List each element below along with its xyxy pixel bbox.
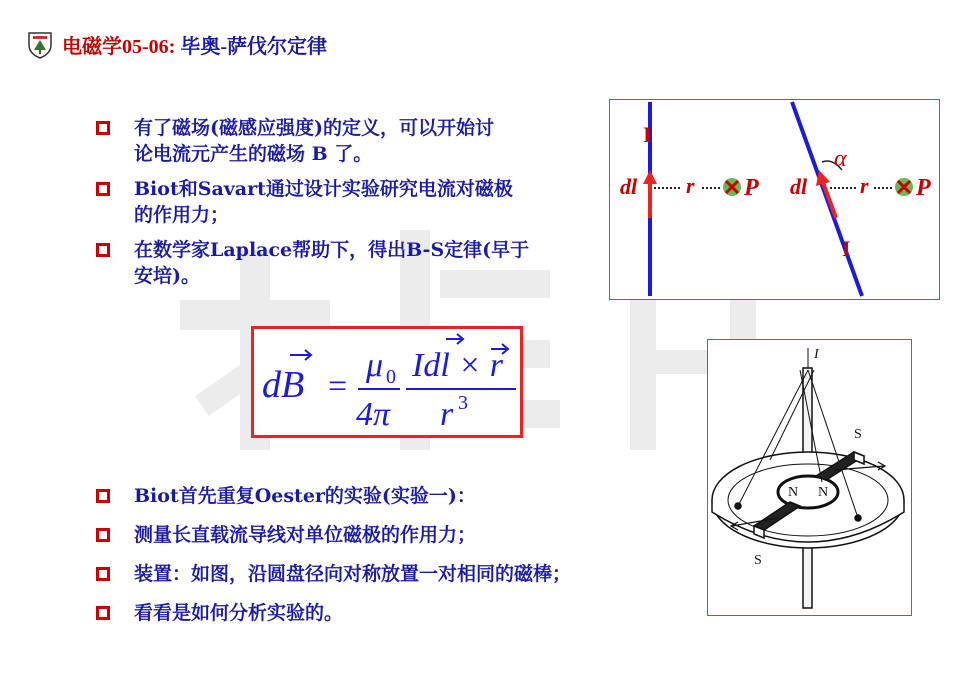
biot-savart-apparatus-diagram	[707, 339, 912, 616]
dl-arrow-right	[822, 180, 836, 218]
current-element-diagram	[609, 99, 940, 300]
bullet-text: 装置：如图，沿圆盘径向对称放置一对相同的磁棒；	[134, 563, 572, 585]
label-P-right: P	[916, 175, 931, 201]
bullet-text: 看看是如何分析实验的。	[134, 602, 344, 624]
bullet-text: 有了磁场(磁感应强度)的定义，可以开始讨	[134, 117, 494, 139]
bullet-text: 测量长直载流导线对单位磁极的作用力；	[134, 524, 477, 546]
square-bullet-icon	[96, 489, 110, 503]
formula-denominator: r	[440, 396, 454, 433]
label-r-right: r	[860, 173, 869, 198]
label-dl-right: dl	[790, 174, 808, 199]
square-bullet-icon	[96, 567, 110, 581]
vector-arrow-icon	[446, 334, 463, 344]
bullet-item	[96, 115, 596, 167]
title-prefix: 电磁学05-06:	[62, 36, 176, 58]
bullet-list-top	[96, 115, 596, 298]
formula-equals: =	[328, 368, 348, 405]
bullet-text: 论电流元产生的磁场 B 了。	[134, 143, 373, 165]
square-bullet-icon	[96, 528, 110, 542]
bullet-text: 的作用力；	[134, 204, 230, 226]
slide-title	[62, 30, 327, 59]
slide-header	[26, 30, 327, 59]
anchor-dot	[735, 503, 741, 509]
bullet-item	[96, 176, 596, 228]
bullet-item	[96, 522, 696, 548]
anchor-dot	[855, 515, 861, 521]
formula-mu-subscript: 0	[386, 366, 396, 388]
label-I-right: I	[842, 236, 851, 261]
diagram2-graphic	[708, 340, 910, 614]
formula-numerator: Idl × r	[412, 347, 503, 384]
square-bullet-icon	[96, 606, 110, 620]
square-bullet-icon	[96, 243, 110, 257]
bullet-text: Biot首先重复Oester的实验(实验一)：	[134, 485, 476, 507]
bullet-item	[96, 483, 696, 509]
label-S-bottom: S	[754, 553, 762, 568]
label-N-left: N	[788, 485, 799, 500]
bullet-item	[96, 561, 696, 587]
biot-savart-formula	[251, 326, 523, 438]
label-P-left: P	[744, 175, 759, 201]
formula-lhs: dB	[262, 364, 305, 406]
bullet-text: 安培)。	[134, 265, 200, 287]
label-S-top: S	[854, 427, 862, 442]
label-I: I	[814, 347, 819, 362]
label-dl-left: dl	[620, 174, 638, 199]
label-alpha: α	[834, 146, 847, 172]
formula-exponent: 3	[458, 392, 468, 414]
vector-arrow-icon	[290, 350, 311, 360]
square-bullet-icon	[96, 121, 110, 135]
formula-mu: μ	[366, 347, 384, 384]
arrowhead-icon	[643, 170, 657, 184]
bullet-item	[96, 600, 696, 626]
bullet-list-bottom	[96, 483, 696, 639]
label-r-left: r	[686, 173, 695, 198]
title-text: 毕奥-萨伐尔定律	[175, 36, 327, 58]
square-bullet-icon	[96, 182, 110, 196]
label-N-right: N	[818, 485, 829, 500]
label-I-left: I	[643, 122, 652, 147]
formula-graphic	[254, 329, 520, 435]
bullet-text: 在数学家Laplace帮助下，得出B-S定律(早于	[134, 239, 530, 261]
diagram1-graphic	[610, 100, 938, 298]
university-logo-icon	[26, 31, 54, 59]
bullet-item	[96, 237, 596, 289]
formula-four-pi: 4π	[356, 396, 391, 433]
bullet-text: Biot和Savart通过设计实验研究电流对磁极	[134, 178, 513, 200]
